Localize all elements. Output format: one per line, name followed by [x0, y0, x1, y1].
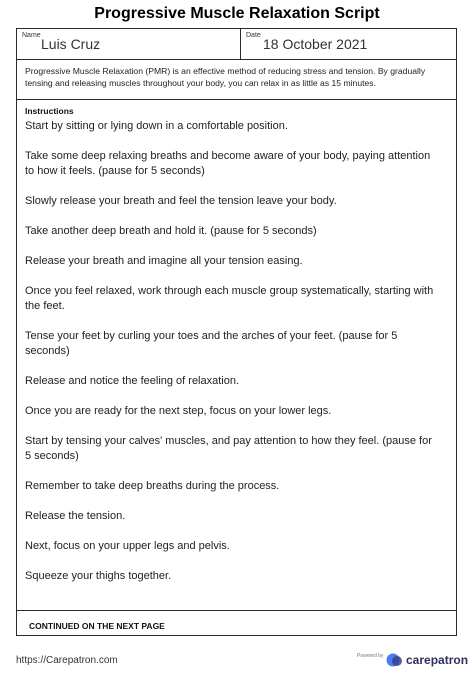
- instruction-step: Remember to take deep breaths during the process.: [25, 480, 280, 492]
- powered-by-label: Powered by: [357, 653, 384, 659]
- instruction-step: Release and notice the feeling of relaxation.: [25, 375, 240, 387]
- carepatron-logo-icon: [386, 653, 403, 667]
- page-title: Progressive Muscle Relaxation Script: [94, 5, 380, 22]
- instruction-step: Take some deep relaxing breaths and become aware of your body, paying attention to how it feels. (pause for 5 seconds): [25, 150, 431, 177]
- instruction-step: Slowly release your breath and feel the tension leave your body.: [25, 195, 337, 207]
- brand-name: carepatron: [406, 653, 469, 667]
- name-label: Name: [22, 32, 41, 39]
- instruction-step: Release your breath and imagine all your tension easing.: [25, 255, 303, 267]
- header-fields-row: [17, 29, 456, 60]
- worksheet-frame: [16, 28, 457, 636]
- instruction-step: Once you are ready for the next step, focus on your lower legs.: [25, 405, 332, 417]
- date-field[interactable]: [241, 29, 456, 59]
- instructions-heading: Instructions: [25, 106, 74, 116]
- instruction-step: Once you feel relaxed, work through each muscle group systematically, starting with the feet.: [25, 285, 434, 312]
- instruction-step: Squeeze your thighs together.: [25, 570, 172, 582]
- name-value: Luis Cruz: [41, 36, 101, 52]
- date-label: Date: [246, 32, 261, 39]
- continued-note: CONTINUED ON THE NEXT PAGE: [29, 621, 165, 631]
- carepatron-logo: [386, 652, 468, 668]
- instruction-step: Next, focus on your upper legs and pelvis.: [25, 540, 230, 552]
- name-field[interactable]: [17, 29, 241, 59]
- instruction-step: Start by tensing your calves' muscles, and pay attention to how they feel. (pause for 5 seconds): [25, 435, 432, 462]
- instructions-section: [17, 100, 456, 611]
- instruction-step: Start by sitting or lying down in a comfortable position.: [25, 120, 288, 132]
- instructions-steps: [25, 119, 438, 599]
- intro-paragraph: Progressive Muscle Relaxation (PMR) is an effective method of reducing stress and tension. By gradually tensing and releasing muscles throughout your body, you can relax in as little as 15 minutes.: [17, 59, 456, 100]
- instruction-step: Take another deep breath and hold it. (pause for 5 seconds): [25, 225, 317, 237]
- date-value: 18 October 2021: [263, 36, 368, 52]
- instruction-step: Release the tension.: [25, 510, 126, 522]
- carepatron-link[interactable]: https://Carepatron.com: [16, 655, 118, 666]
- instruction-step: Tense your feet by curling your toes and the arches of your feet. (pause for 5 seconds): [25, 330, 398, 357]
